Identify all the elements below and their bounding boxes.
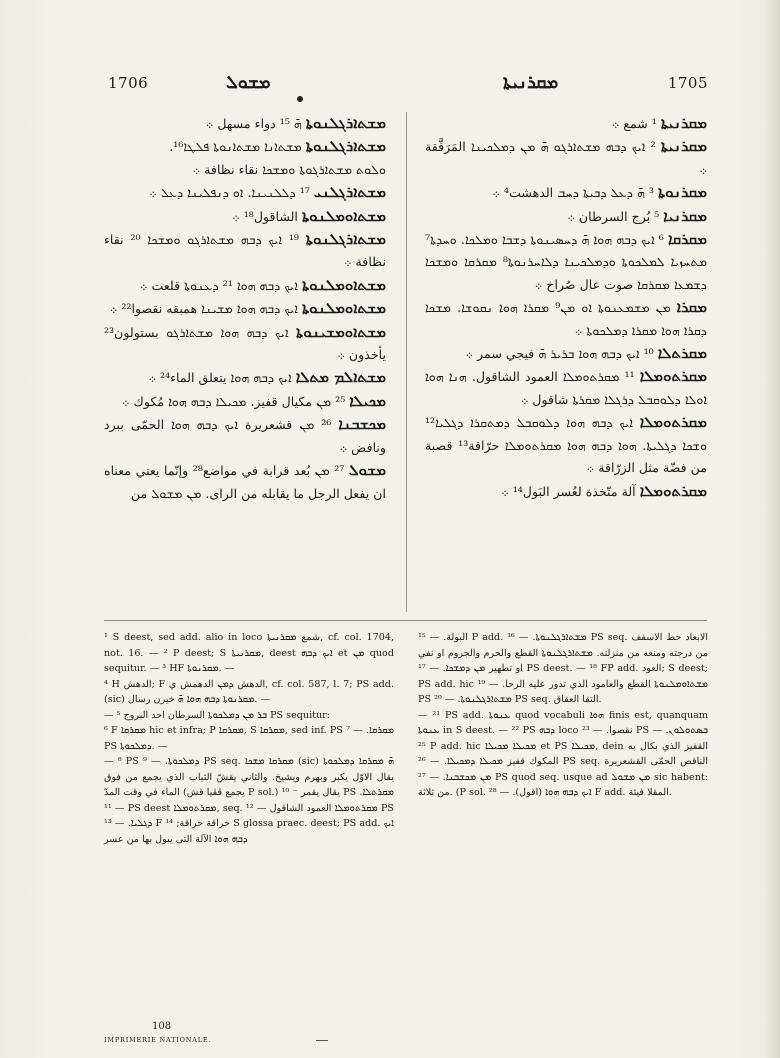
entry-headword: ܡܟܝܠܐ	[349, 391, 386, 410]
entry-gloss: ܐܝܟ ܕܒܗ ܗܘܐ ²¹ ܕܥܢܘܬܐ قلعت ܀	[139, 277, 298, 293]
entry-gloss: ܡܢ ܡܫܡܥܢܘܬܐ ܐܘ ܡܢ⁹ ܡܩܪܐ ܗܘܐ ܢܩܘܫܐ. ܡܫܟܐ ܕܩܪܐ ܗܘܐ ܡܩܪܐ ܕܡܠܟܘܬܐ ܀	[425, 300, 707, 338]
dictionary-entry	[104, 297, 386, 320]
footnotes-right	[418, 630, 708, 801]
entry-headword: ܡܩܪܬܘܡܠܐ	[639, 413, 707, 432]
dictionary-entry	[104, 390, 386, 413]
entry-gloss: ³ ܗ̄ ܕܥܠ ܕܒܝܬܐ ܕܚܒ الدهشت⁴ ܀	[492, 185, 654, 201]
entry-gloss: ⁵ بُرج السرطان ܀	[567, 208, 660, 224]
entry-gloss: ܘܠܘܬ ܡܫܬܐܪܓܘܬܐ ܘܡܫܟܐ نقاء نظافة ܀	[192, 161, 386, 177]
entry-headword: ܡܫܬܐܪܓܠܢܘܬܐ	[305, 114, 386, 132]
dictionary-entry	[425, 205, 707, 228]
footnote-block: ¹ S deest, sed add. alio in loco شمع ܡܩܪܢܝܬܐ, cf. col. 1704, not. 16. — ² P deest; S ܡܩܪܢܝܬܐ, deest ܐܝܟ ܕܒܗ et ܡܢ quod sequitur. — ³ HF ܡܩܪܢܘܬܐ. —	[104, 632, 395, 674]
entry-headword: ܡܫܘܠ	[348, 461, 386, 480]
dictionary-entry	[104, 205, 386, 228]
column-divider	[406, 112, 407, 612]
left-page-number: 1706	[108, 74, 149, 92]
dictionary-entry	[104, 366, 386, 389]
dictionary-entry	[425, 296, 707, 342]
footnote-block: — ܒܪ ܡܢ ܕܡܠܟܘܬܐ السرطان احد البروج ⁵ PS sequitur:	[104, 709, 330, 721]
entry-gloss: ¹⁹ ܐܝܟ ܕܒܗ ܡܫܬܐܪܓܘ ܘܡܫܟܐ ²⁰ نقاء نظافة ܀	[104, 232, 386, 270]
dictionary-entry	[425, 411, 707, 479]
entry-headword: ܡܫܬܐܠܡ ܡܬܠܐ	[295, 368, 386, 387]
entry-headword: ܡܩܪܐ	[676, 298, 707, 317]
footnote-rule	[104, 620, 707, 621]
dictionary-entry	[104, 112, 386, 135]
entry-gloss: ¹⁷ ܕܠܠܢܝܢܐ. ܐܘ ܕܢܦܠܝܢܐ ܕܥܠ ܀	[149, 185, 310, 201]
entry-headword: ܡܫܬܐܘܡܠܢܘܬܐ	[301, 206, 386, 225]
right-column	[425, 112, 707, 503]
entry-gloss: ܐܝܟ ܕܒܗ ܗܘܐ ܕܠܘܩܒܠ ܕܡܬܩܪܐ ܕܓܠܝܐ¹² ܘܫܟܐ ܕܓܠܝܬܐ. ܗܘܐ ܕܒܗ ܗܘܐ ܡܩܪܬܘܡܠܐ حرّاقة¹³ قصبة من فضّة مثل الزرّاقة ܀	[425, 415, 708, 476]
entry-gloss: ² ܐܝܟ ܕܒܗ ܡܫܬܐܪܓܘ ܗ̄ ܡܢ ܕܡܠܟܝܢܐ المَرَفَّقة ܀	[425, 139, 707, 177]
entry-headword: ܡܩܪܬܘܡܠܐ	[639, 481, 707, 500]
dictionary-entry	[104, 459, 386, 505]
entry-headword: ܡܩܪܢܝܐ	[663, 206, 707, 225]
entry-gloss: ²⁵ ܡܢ مكيال قفيز. ܡܟܝܠܐ ܕܒܗ ܗܘܐ مُكوك ܀	[121, 393, 346, 409]
header-dot	[297, 96, 303, 102]
right-running-headword: ܡܩܪܢܝܬܐ	[503, 72, 559, 93]
footnote-block: — ⁸ PS ܕܡܠܟܘܬܐ. — ⁹ PS seq. ܡܩܪܩܐ ܡܫܟܐ (sic) ܗ̄ ܡܩܪܩܐ ܕܡܠܟܘܬܐ يقال الاوّل يكبر وبهرم ويشيخ. والثاني يقشّ الثياب الذي يجمع من فوق الماء في وقت المدّ (يجمع ڤڨيا قش P sol.) يقال يقمر ⁻ ¹⁰ PS ܡܩܪܬܠܐ. — ¹¹ PS deest ܡܩܪܬܘܡܠܐ, seq. ܡܩܪܬܘܡܠܐ العمود الشاقول — ¹² PS ܕܓܠܝܐ. — ¹³ F خراقة حراقة; ¹⁴ S glossa praec. deest; PS add. ܐܝܟ ܕܒܗ ܗܘܐ الآلة التى يبول بها من عسر	[104, 756, 395, 845]
entry-gloss: ⁶ ܐܝܟ ܕܒܗ ܗܘܐ ܗ̄ ܕܚܣܝܢܘܬܐ ܕܫܒܐ ܘܡܠܟܐ. ܘܚܕܬܐ⁷ ܡܬܚܙܝܐ ܠܡܠܟܘܬܐ ܘܕܡܠܟܝܢܐ ܕܠܐܚܪܢܘܬܐ⁸ ܡܩܪܩܐ ܘܡܫܟܐ ܕܫܡܥܐ ܡܩܪܩܐ صوت عال صُراخ ܀	[425, 232, 707, 292]
running-header	[108, 74, 708, 102]
entry-gloss: ²⁷ ܡܢ بُعد قرابة في مواضع²⁸ وإنّما يعني معناه ان يفعل الرجل ما يقابله من الراى. ܡܢ ܡܫܘܠ من	[104, 463, 386, 501]
left-column	[104, 112, 386, 505]
dictionary-entry	[104, 181, 386, 204]
entry-headword: ܡܟܫܒܢܐ	[338, 415, 386, 434]
entry-gloss: ܐܝܟ ܕܒܗ ܗܘܐ يتعلق الماء²⁴ ܀	[148, 370, 292, 386]
entry-gloss: ²⁶ ܡܢ قشعريرة ܐܝܟ ܕܒܗ ܗܘܐ الحمّى ببرد ونافض ܀	[104, 417, 386, 455]
dictionary-entry	[425, 342, 707, 365]
dictionary-entry	[425, 228, 707, 296]
entry-headword: ܡܩܪܬܠܐ	[657, 344, 707, 363]
footer-dash	[316, 1040, 328, 1041]
dictionary-entry	[104, 274, 386, 297]
entry-gloss: ܡܫܬܐܢܐ ܡܫܬܐܢܘܬܐ ܦܠܛܐ¹⁶.	[169, 139, 302, 155]
sheet-number: 108	[152, 1021, 172, 1032]
entry-headword: ܡܫܬܐܪܓܠܢܘܬܐ	[305, 230, 386, 249]
imprint-line: IMPRIMERIE NATIONALE.	[104, 1036, 212, 1044]
footnote-block: البولة. — ¹⁵ P add. ܡܫܬܐܪܓܠܢܘܬܐ. — ¹⁶ PS seq. الابعاد حط الاسفف من درجته ومنعه من منزلته. ܡܫܬܐܪܓܠܢܘܬܐ القطع والحرم والجروم او نفي او تطهير ܡܢ ܕܡܫܟܐ. — ¹⁷ PS deest. — ¹⁸ FP add. العود; S deest; PS add. hic ܡܫܬܐܘܡܠܢܘܬܐ القطع والعامود الذي تدور عليه الرحا. — ¹⁹ PS ܡܫܬܐܪܓܠܢܘܬܐ. — ²⁰ PS seq. التقا العقاق.	[418, 632, 709, 705]
footnote-block: ⁴ H الدهش; F الدهش ܕܡܢ الدهمش ي, cf. col. 587, l. 7; PS add. (sic) ܡܩܪܢܘܬܐ ܕܒܗ ܗܘܐ ܗ̄ خيرن رسال. —	[104, 678, 394, 705]
entry-gloss: ܗ̄ ¹⁵ دواء مسهل ܀	[205, 116, 302, 131]
dictionary-entry	[425, 181, 707, 204]
dictionary-entry	[104, 228, 386, 274]
entry-gloss: آلة متّخذة لعُسر البَول¹⁴ ܀	[501, 483, 636, 499]
entry-headword: ܡܩܪܩܐ	[667, 230, 707, 249]
dictionary-entry	[104, 159, 386, 181]
footnote-block: ⁶ F ܡܩܪܩܐ hic et infra; P ܡܩܪܩܐ, S ܡܩܪܩܐ, sed inf. PS ܡܩܪܩܐ. — ⁷ PS ܕܡܠܟܘܬܐ. —	[104, 725, 394, 752]
entry-gloss: ܐܝܟ ܕܒܗ ܗܘܐ ܡܫܝܢܐ همبقه نقصوا²² ܀	[109, 301, 298, 317]
entry-gloss: ¹⁰ ܐܝܟ ܕܒܗ ܗܘܐ ܒܪܝܪ ܗ̄ فيجي سمر ܀	[465, 346, 654, 362]
dictionary-entry	[104, 135, 386, 158]
entry-gloss: ¹¹ ܡܩܪܬܘܡܠܐ العمود الشاقول. ܗܢܐ ܗܘܐ ܐܘܠܐ ܕܠܘܩܒܠ ܕܪܓܠܐ ܡܩܪܬܐ شاقول ܀	[425, 369, 707, 407]
dictionary-entry	[425, 365, 707, 411]
entry-gloss: الشاقول¹⁸ ܀	[232, 208, 298, 224]
right-page-number: 1705	[667, 74, 708, 92]
page-edge-shadow	[764, 0, 780, 1058]
entry-headword: ܡܩܪܢܝܬܐ	[660, 137, 707, 156]
entry-headword: ܡܩܪܢܘܬܐ	[657, 183, 707, 202]
dictionary-entry	[104, 413, 386, 459]
entry-headword: ܡܫܬܐܪܓܠܢܘܬܐ	[305, 137, 386, 156]
entry-headword: ܡܩܪܬܘܡܠܐ	[639, 367, 707, 386]
entry-gloss: ¹ شمع ܀	[611, 116, 657, 131]
dictionary-entry	[425, 135, 707, 181]
footnote-block: — ²¹ PS add. ܥܢܘܬܐ quod vocabuli ܗܘܐ finis est, quanquam ܥܢܘܬܐ in S deest. — ²² PS ܕܒܗ loco نقصوا. — ²³ PS ܒܣܬܘܠܘܢ. — ²⁵ P add. hic ܡܟܝܠܐ ܡܟܝܠܐ et PS ܡܟܝܠܐ, dein القفيز الذي بكال به المكوك قفيز ܡܟܝܠܐ ܕܡܟܝܠܐ. — ²⁶ PS seq. الناقص الحمّى القشعريرة ܡܢ ܡܟܫܒܢܐ. — ²⁷ PS quod seq. usque ad ܡܢ ܡܫܘܠ sic habent: من ثلاثة. (P sol. ܐܝܟ ܕܒܗ ܗܘܐ (اقول). — ²⁸ F add. المقلا فيئة.	[418, 709, 709, 798]
entry-headword: ܡܫܬܐܘܡܠܢܘܬܐ	[301, 299, 386, 318]
entry-headword: ܡܫܬܐܘܡܫܝܢܘܬܐ	[296, 322, 386, 341]
entry-gloss: ܐܝܟ ܕܒܗ ܗܘܐ ܡܫܬܐܪܓܘ بستولون²³ يأخذون ܀	[104, 324, 386, 363]
dictionary-entry	[104, 321, 386, 367]
entry-headword: ܡܫܬܐܘܡܠܢܘܬܐ	[301, 275, 386, 294]
left-running-headword: ܡܫܘܠ	[226, 72, 271, 93]
dictionary-entry	[425, 480, 707, 503]
entry-headword: ܡܫܬܐܪܓܠܢܝ	[313, 183, 386, 202]
entry-headword: ܡܩܪܢܝܬܐ	[660, 114, 707, 132]
dictionary-entry	[425, 112, 707, 135]
footnotes-left	[104, 630, 394, 847]
